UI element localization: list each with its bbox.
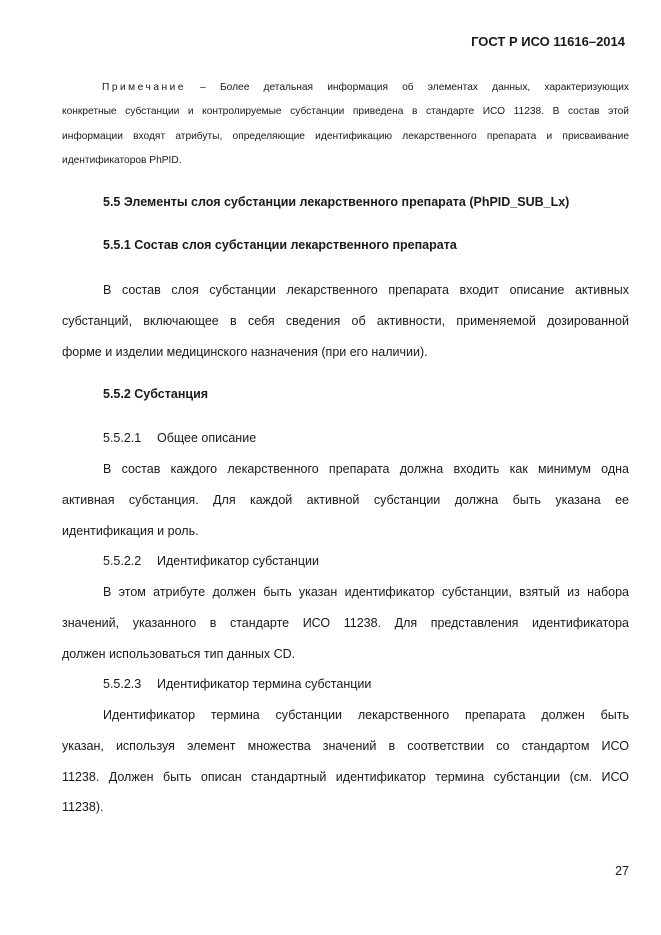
note-line: конкретные субстанции и контролируемые субстанции приведена в стандарте ИСО 11238. В состав этой	[62, 106, 629, 118]
section-number: 5.5.2.1	[103, 431, 142, 445]
standard-header: ГОСТ Р ИСО 11616–2014	[471, 34, 625, 49]
section-number: 5.5.2.3	[103, 677, 142, 691]
note-line: информации входят атрибуты, определяющие идентификацию лекарственного препарата и присваивание	[62, 130, 629, 142]
section-5-5-2-1-paragraph: В состав каждого лекарственного препарата должна входить как минимум одна активная субстанция. Для каждой активной субстанции должна быть указана ее идентификация и роль.	[62, 462, 629, 538]
section-5-5-2-3-heading	[103, 677, 371, 691]
section-5-5-2-1-heading	[103, 431, 256, 445]
section-5-5-2-heading: 5.5.2 Субстанция	[103, 387, 209, 401]
note-block	[62, 76, 629, 174]
note-line: идентификаторов PhPID.	[62, 155, 182, 167]
section-5-5-2-2-paragraph: В этом атрибуте должен быть указан идентификатор субстанции, взятый из набора значений, указанного в стандарте ИСО 11238. Для представления идентификатора должен использоваться тип данных CD.	[62, 585, 629, 661]
section-5-5-heading: 5.5 Элементы слоя субстанции лекарственного препарата (PhPID_SUB_Lx)	[103, 195, 570, 209]
section-5-5-1-heading: 5.5.1 Состав слоя субстанции лекарственного препарата	[103, 238, 457, 252]
note-label: Примечание	[102, 82, 186, 93]
section-title: Идентификатор термина субстанции	[157, 677, 372, 691]
section-title: Идентификатор субстанции	[157, 554, 319, 568]
section-number: 5.5.2.2	[103, 554, 142, 568]
section-5-5-2-2-heading	[103, 554, 319, 568]
section-title: Общее описание	[157, 431, 257, 445]
section-5-5-1-paragraph: В состав слоя субстанции лекарственного препарата входит описание активных субстанций, включающее в себя сведения об активности, применяемой дозированной форме и изделии медицинского назначения (при его наличии).	[62, 283, 629, 359]
note-line: – Более детальная информация об элементах данных, характеризующих	[200, 82, 629, 93]
section-5-5-2-3-paragraph: Идентификатор термина субстанции лекарственного препарата должен быть указан, используя элемент множества значений в соответствии со стандартом ИСО 11238. Должен быть описан стандартный идентификатор термина субстанции (см. ИСО 11238).	[62, 708, 629, 815]
page-number: 27	[615, 864, 629, 878]
